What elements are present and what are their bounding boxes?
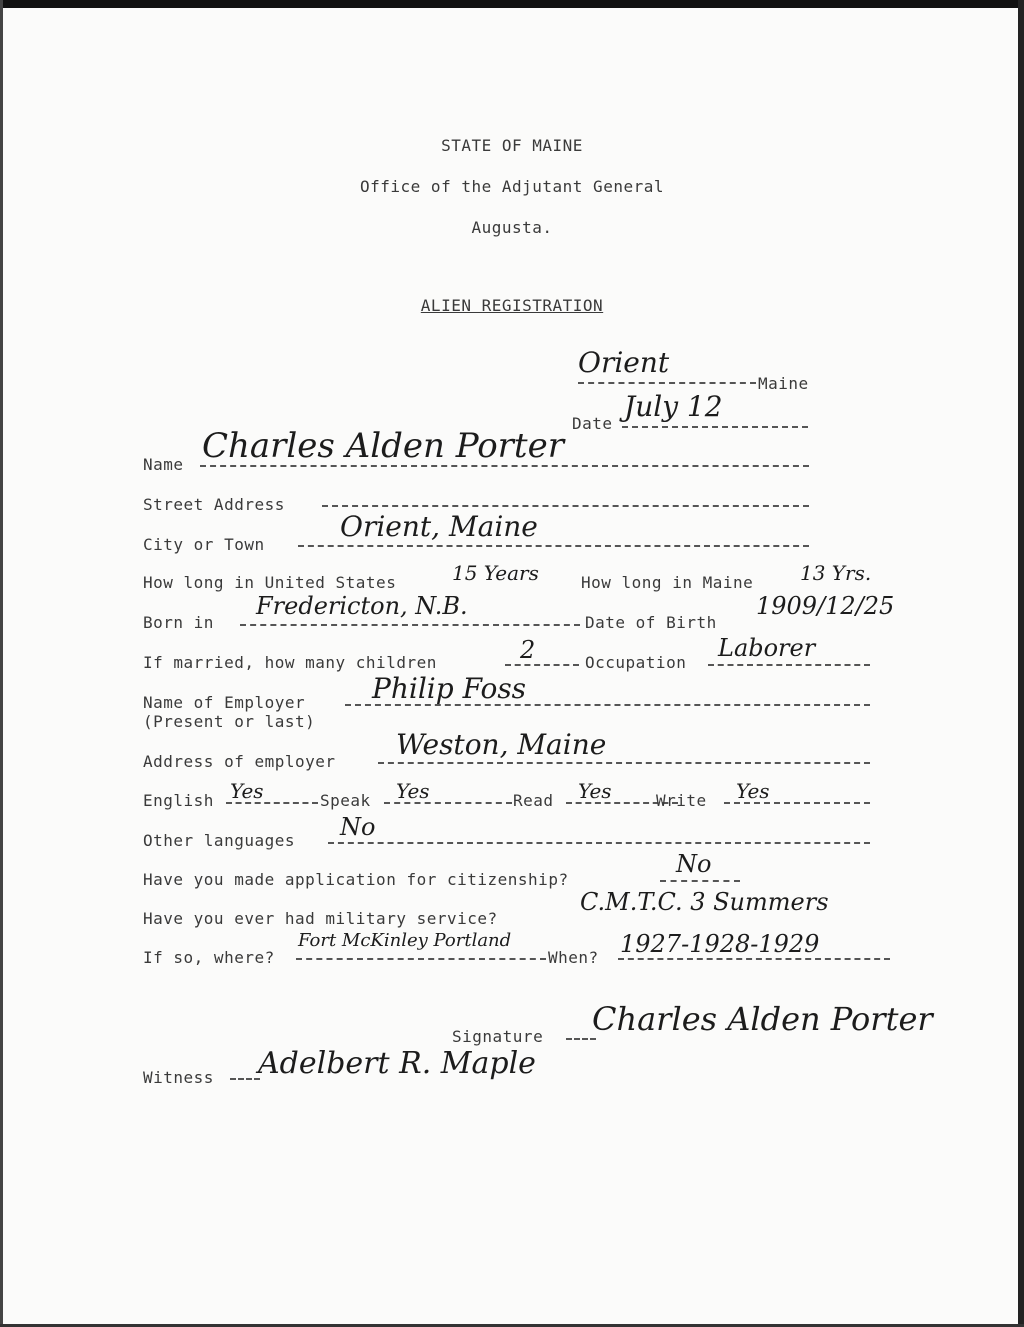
scan-border-top xyxy=(0,0,1024,8)
employer-line xyxy=(345,704,870,706)
dob-label: Date of Birth xyxy=(585,613,717,632)
born-in-line xyxy=(240,624,580,626)
scan-border-right xyxy=(1018,0,1024,1327)
signature-value: Charles Alden Porter xyxy=(592,1000,933,1038)
military-value: C.M.T.C. 3 Summers xyxy=(580,888,829,916)
place-suffix: Maine xyxy=(758,374,809,393)
where-label: If so, where? xyxy=(143,948,275,967)
witness-value: Adelbert R. Maple xyxy=(258,1046,536,1081)
when-line xyxy=(618,958,890,960)
where-value: Fort McKinley Portland xyxy=(298,930,512,951)
header-city: Augusta. xyxy=(471,218,553,237)
how-long-us-value: 15 Years xyxy=(452,561,539,585)
military-label: Have you ever had military service? xyxy=(143,909,498,928)
write-line xyxy=(724,802,870,804)
write-label: Write xyxy=(656,791,707,810)
when-value: 1927-1928-1929 xyxy=(620,930,820,958)
witness-label: Witness xyxy=(143,1068,214,1087)
other-languages-label: Other languages xyxy=(143,831,295,850)
other-languages-value: No xyxy=(340,813,376,841)
employer-sublabel: (Present or last) xyxy=(143,712,316,731)
english-label: English xyxy=(143,791,214,810)
city-value: Orient, Maine xyxy=(340,510,538,543)
employer-label: Name of Employer xyxy=(143,693,306,712)
city-line xyxy=(298,545,809,547)
english-line xyxy=(226,802,318,804)
header-office: Office of the Adjutant General xyxy=(360,177,664,196)
signature-line xyxy=(566,1038,596,1040)
other-languages-line xyxy=(328,842,870,844)
children-label: If married, how many children xyxy=(143,653,437,672)
speak-value: Yes xyxy=(396,779,430,803)
city-label: City or Town xyxy=(143,535,265,554)
when-label: When? xyxy=(548,948,599,967)
date-line xyxy=(622,426,808,428)
name-label: Name xyxy=(143,455,184,474)
date-label: Date xyxy=(572,414,613,433)
header-state: STATE OF MAINE xyxy=(441,136,583,155)
witness-line xyxy=(230,1078,260,1080)
occupation-line xyxy=(708,664,870,666)
born-in-label: Born in xyxy=(143,613,214,632)
street-line xyxy=(322,505,809,507)
employer-address-line xyxy=(378,762,870,764)
where-line xyxy=(296,958,546,960)
occupation-label: Occupation xyxy=(585,653,687,672)
how-long-maine-value: 13 Yrs. xyxy=(800,561,872,585)
place-value: Orient xyxy=(578,346,670,379)
name-value: Charles Alden Porter xyxy=(202,426,564,466)
how-long-us-label: How long in United States xyxy=(143,573,397,592)
employer-address-label: Address of employer xyxy=(143,752,336,771)
employer-value: Philip Foss xyxy=(372,672,527,705)
english-value: Yes xyxy=(230,779,264,803)
how-long-maine-label: How long in Maine xyxy=(581,573,754,592)
speak-line xyxy=(384,802,512,804)
dob-value: 1909/12/25 xyxy=(756,592,895,620)
born-in-value: Fredericton, N.B. xyxy=(256,592,468,620)
form-title: ALIEN REGISTRATION xyxy=(420,296,604,315)
citizenship-label: Have you made application for citizenship? xyxy=(143,870,569,889)
children-value: 2 xyxy=(520,636,536,664)
street-label: Street Address xyxy=(143,495,285,514)
place-line xyxy=(578,382,756,384)
scan-border-left xyxy=(0,0,3,1327)
read-label: Read xyxy=(513,791,554,810)
occupation-value: Laborer xyxy=(718,634,816,662)
name-line xyxy=(200,465,809,467)
write-value: Yes xyxy=(736,779,770,803)
children-line xyxy=(505,664,579,666)
citizenship-value: No xyxy=(676,850,712,878)
citizenship-line xyxy=(660,880,740,882)
signature-label: Signature xyxy=(452,1027,544,1046)
read-value: Yes xyxy=(578,779,612,803)
employer-address-value: Weston, Maine xyxy=(396,728,607,761)
date-value: July 12 xyxy=(624,390,723,423)
speak-label: Speak xyxy=(320,791,371,810)
